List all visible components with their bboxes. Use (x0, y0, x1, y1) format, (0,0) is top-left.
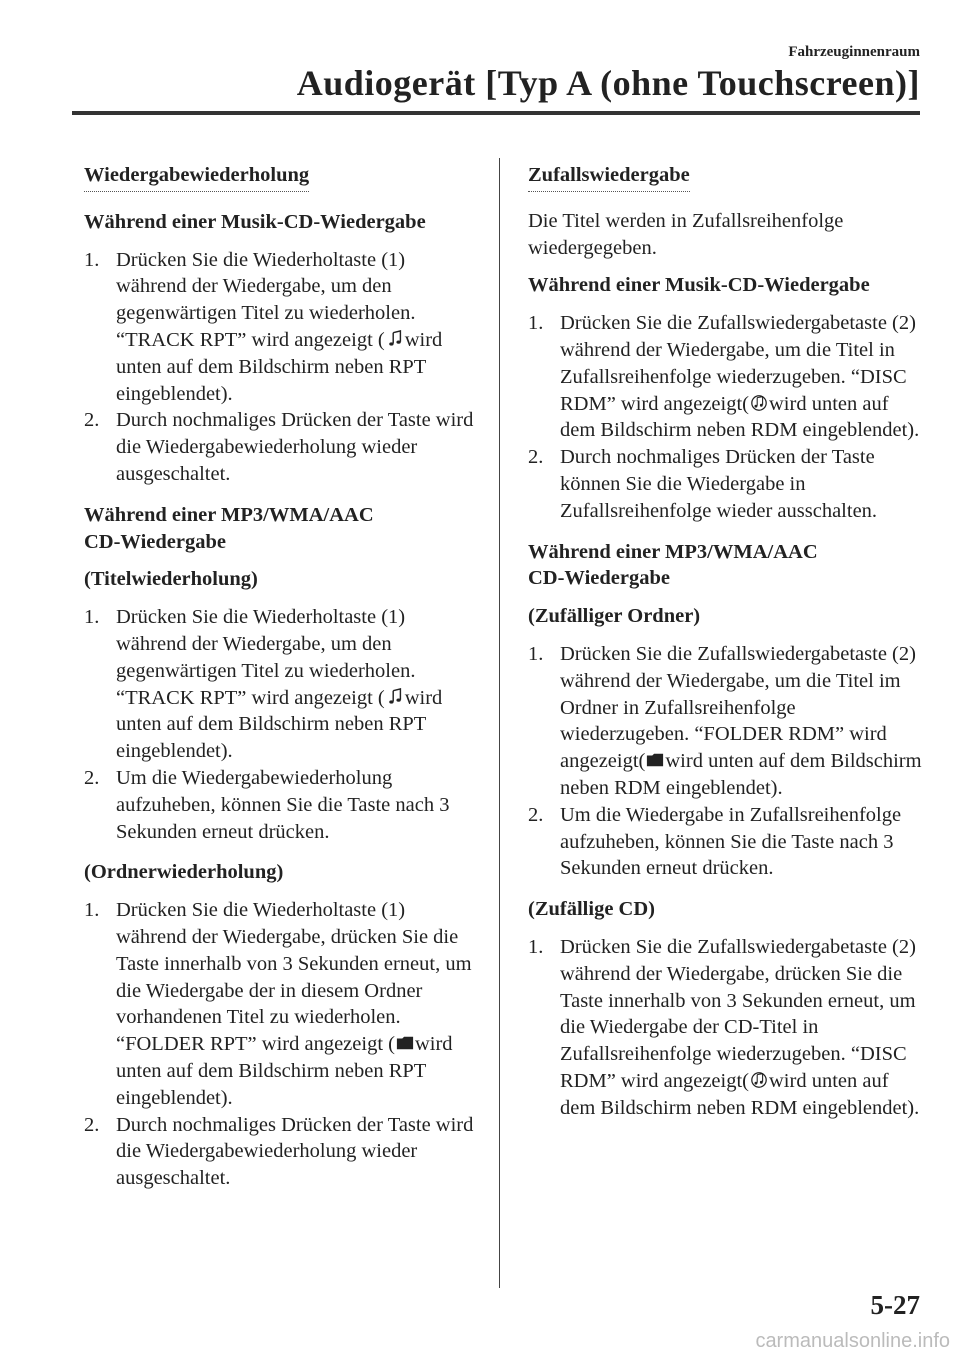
step-text: Durch nochmaliges Drücken der Taste wird die Wiedergabewiederholung wieder ausgeschaltet. (116, 409, 474, 485)
list-item (528, 641, 928, 802)
subheading-title-repeat: (Titelwiederholung) (84, 568, 258, 591)
subheading-music-cd: Während einer Musik-CD-Wiedergabe (84, 210, 426, 233)
step-text: Drücken Sie die Wiederholtaste (1) während der Wiedergabe, um den gegenwärtigen Titel zu wiederholen. “TRACK RPT” wird angezeigt ( wird unten auf dem Bildschirm neben RPT eingeblendet). (116, 248, 443, 405)
section-title-random: Zufallswiedergabe (528, 162, 690, 192)
step-text: Drücken Sie die Zufallswiedergabetaste (2) während der Wiedergabe, um die Titel im Ordner in Zufallsreihenfolge wiederzugeben. “FOLDER RDM” wird angezeigt( wird unten auf dem Bildschirm neben RDM eingeblendet). (560, 642, 922, 799)
right-column (528, 162, 928, 1122)
list-item (528, 802, 928, 882)
list-item (528, 444, 928, 524)
list-item (84, 407, 480, 487)
step-text: Drücken Sie die Wiederholtaste (1) während der Wiedergabe, drücken Sie die Taste innerhalb von 3 Sekunden erneut, um die Wiedergabe der in diesem Ordner vorhandenen Titel zu wiederholen. “FOLDER RPT” wird angezeigt ( wird unten auf dem Bildschirm neben RPT eingeblendet). (116, 899, 472, 1109)
folder-icon (646, 751, 664, 769)
step-number: 1. (528, 642, 544, 665)
music-note-icon (386, 330, 404, 348)
step-text: Um die Wiedergabe in Zufallsreihenfolge aufzuheben, können Sie die Taste nach 3 Sekunden erneut drücken. (560, 803, 902, 880)
step-number: 1. (84, 248, 100, 271)
subheading-mp3: Während einer MP3/WMA/AAC CD-Wiedergabe (84, 503, 374, 553)
step-number: 1. (528, 312, 544, 335)
subheading-random-cd: (Zufällige CD) (528, 898, 655, 921)
step-text: Durch nochmaliges Drücken der Taste wird die Wiedergabewiederholung wieder ausgeschaltet. (116, 1113, 474, 1190)
disc-icon (750, 394, 768, 412)
disc-icon (750, 1071, 768, 1089)
column-divider (499, 158, 500, 1288)
header-category: Fahrzeuginnenraum (788, 44, 920, 60)
step-number: 2. (528, 446, 544, 469)
music-note-icon (386, 688, 404, 706)
subheading-music-cd: Während einer Musik-CD-Wiedergabe (528, 274, 870, 297)
step-number: 2. (528, 803, 544, 826)
step-text: Drücken Sie die Wiederholtaste (1) während der Wiedergabe, um den gegenwärtigen Titel zu wiederholen. “TRACK RPT” wird angezeigt ( wird unten auf dem Bildschirm neben RPT eingeblendet). (116, 606, 443, 763)
list-item (84, 247, 480, 408)
step-number: 2. (84, 1113, 100, 1136)
header-rule (72, 111, 920, 115)
list-item (84, 765, 480, 845)
subheading-mp3: Während einer MP3/WMA/AAC CD-Wiedergabe (528, 540, 818, 590)
subheading-folder-repeat: (Ordnerwiederholung) (84, 861, 284, 884)
list-item (84, 1112, 480, 1192)
intro-text: Die Titel werden in Zufallsreihenfolge wiedergegeben. (528, 209, 844, 259)
watermark: carmanualsonline.info (755, 1330, 950, 1352)
step-number: 1. (528, 935, 544, 958)
step-text: Durch nochmaliges Drücken der Taste können Sie die Wiedergabe in Zufallsreihenfolge wieder ausschalten. (560, 446, 878, 522)
step-text: Drücken Sie die Zufallswiedergabetaste (2) während der Wiedergabe, drücken Sie die Taste innerhalb von 3 Sekunden erneut, um die Wiedergabe der CD-Titel in Zufallsreihenfolge wiederzugeben. “DISC RDM” wird angezeigt( wird unten auf dem Bildschirm neben RDM eingeblendet). (560, 935, 920, 1119)
step-number: 1. (84, 899, 100, 922)
list-item (528, 310, 928, 444)
step-text: Drücken Sie die Zufallswiedergabetaste (2) während der Wiedergabe, um die Titel in Zufallsreihenfolge wiederzugeben. “DISC RDM” wird angezeigt( wird unten auf dem Bildschirm neben RDM eingeblendet). (560, 312, 920, 442)
step-number: 2. (84, 766, 100, 789)
list-item (528, 934, 928, 1122)
subheading-random-folder: (Zufälliger Ordner) (528, 605, 701, 628)
step-number: 2. (84, 409, 100, 432)
folder-icon (396, 1034, 414, 1052)
page-number: 5-27 (870, 1290, 920, 1320)
list-item (84, 897, 480, 1111)
step-number: 1. (84, 606, 100, 629)
step-text: Um die Wiedergabewiederholung aufzuheben, können Sie die Taste nach 3 Sekunden erneut drücken. (116, 766, 450, 843)
left-column (84, 162, 480, 1192)
section-title-repeat: Wiedergabewiederholung (84, 162, 309, 192)
page-title: Audiogerät [Typ A (ohne Touchscreen)] (296, 63, 920, 103)
list-item (84, 604, 480, 765)
